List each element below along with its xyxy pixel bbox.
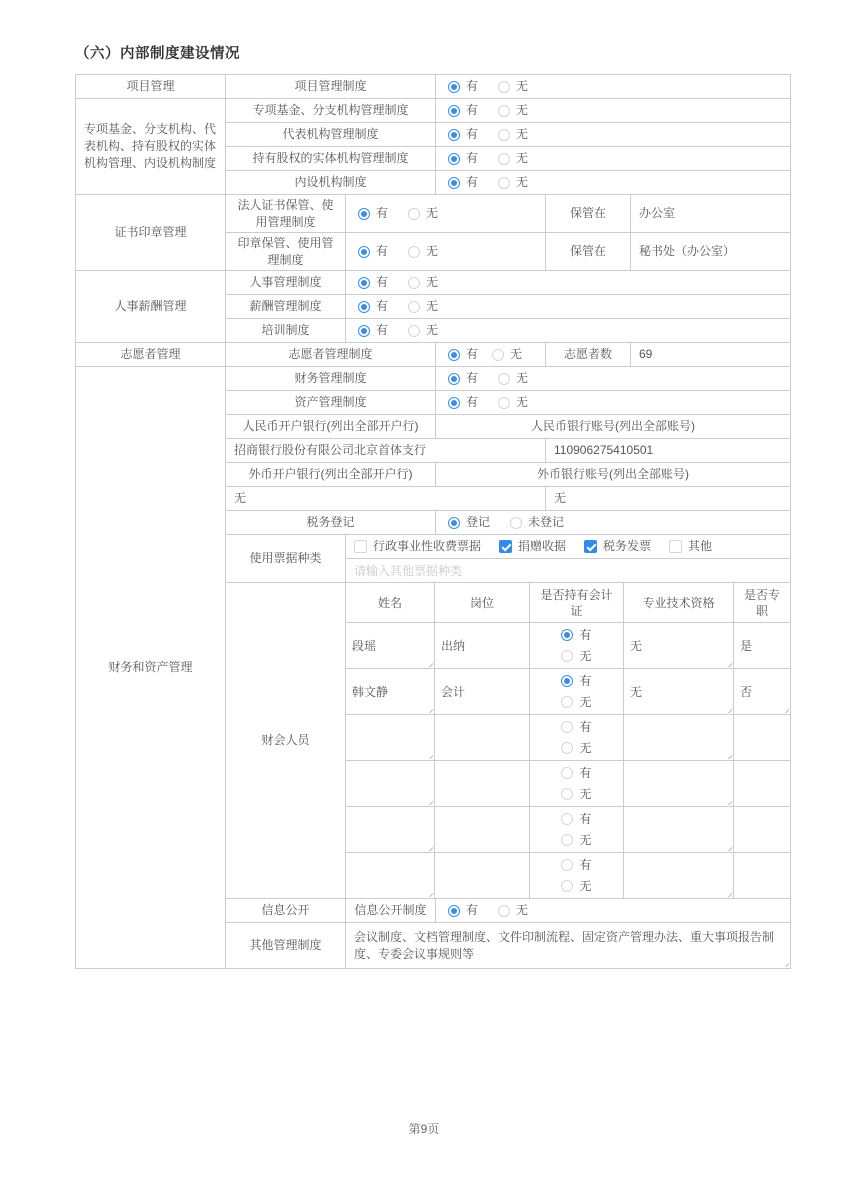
radio-dot-icon [408,208,420,220]
category-info-disclosure: 信息公开 [226,899,346,923]
radio-dot-icon [358,208,370,220]
value-fx-account[interactable]: 无 [546,487,791,511]
radio-no[interactable]: 无 [498,150,528,167]
radio-dot-icon [561,629,573,641]
radio-group-finance-system [436,367,791,391]
radio-yes[interactable]: 有 [561,673,591,689]
radio-yes[interactable]: 有 [358,243,388,260]
radio-no[interactable]: 无 [498,902,528,919]
radio-dot-icon [498,397,510,409]
radio-no[interactable]: 无 [492,346,522,363]
radio-yes[interactable]: 有 [448,370,478,387]
radio-no[interactable]: 无 [498,174,528,191]
header-rmb-bank: 人民币开户银行(列出全部开户行) [226,415,436,439]
checkbox-donation-receipt[interactable]: 捐赠收据 [499,538,566,555]
radio-group-hr-system [346,271,791,295]
radio-no[interactable]: 无 [498,394,528,411]
radio-dot-icon [561,650,573,662]
radio-dot-icon [561,767,573,779]
radio-dot-icon [408,325,420,337]
staff-position-input[interactable] [435,807,530,853]
staff-qualification-input[interactable]: 无 [624,669,734,715]
radio-dot-icon [358,246,370,258]
radio-yes[interactable]: 有 [448,150,478,167]
staff-qualification-input[interactable] [624,715,734,761]
resize-grip-icon[interactable] [426,890,433,897]
resize-grip-icon[interactable] [426,706,433,713]
radio-group-salary-system [346,295,791,319]
checkbox-admin-fee-receipt[interactable]: 行政事业性收费票据 [354,538,481,555]
radio-dot-icon [498,177,510,189]
radio-group-seal [346,233,546,271]
resize-grip-icon[interactable] [725,660,732,667]
radio-no[interactable]: 无 [498,370,528,387]
label-invoice-types: 使用票据种类 [226,535,346,583]
category-special-funds-branches: 专项基金、分支机构、代表机构、持有股权的实体机构管理、内设机构制度 [76,99,226,195]
radio-yes[interactable]: 有 [561,765,591,781]
radio-yes[interactable]: 有 [448,346,478,363]
radio-dot-icon [498,373,510,385]
value-cert-kept-at[interactable]: 办公室 [631,195,791,233]
radio-dot-icon [448,177,460,189]
staff-qualification-input[interactable]: 无 [624,623,734,669]
radio-dot-icon [561,696,573,708]
radio-dot-icon [561,859,573,871]
label-kept-at: 保管在 [546,233,631,271]
staff-cert-radio-group [530,715,624,761]
radio-no[interactable]: 无 [498,102,528,119]
radio-dot-icon [448,373,460,385]
radio-group-asset-system [436,391,791,415]
radio-yes[interactable]: 有 [448,902,478,919]
radio-no[interactable]: 无 [561,878,591,894]
radio-no[interactable]: 无 [408,274,438,291]
label-asset-system: 资产管理制度 [226,391,436,415]
label-tax-registration: 税务登记 [226,511,436,535]
staff-header-cert: 是否持有会计证 [530,583,624,623]
radio-dot-icon [498,105,510,117]
radio-group-legal-cert [346,195,546,233]
radio-yes[interactable]: 有 [358,322,388,339]
header-fx-bank: 外币开户银行(列出全部开户行) [226,463,436,487]
staff-qualification-input[interactable] [624,807,734,853]
staff-name-input[interactable] [346,761,435,807]
radio-yes[interactable]: 有 [561,811,591,827]
resize-grip-icon[interactable] [725,752,732,759]
radio-dot-icon [561,742,573,754]
section-title: （六）内部制度建设情况 [75,46,240,62]
staff-fulltime-input[interactable] [734,715,791,761]
radio-yes[interactable]: 有 [358,298,388,315]
radio-yes[interactable]: 有 [448,394,478,411]
radio-yes[interactable]: 有 [448,126,478,143]
radio-dot-icon [498,81,510,93]
resize-grip-icon[interactable] [782,960,789,967]
radio-dot-icon [561,788,573,800]
value-rmb-bank[interactable]: 招商银行股份有限公司北京首体支行 [226,439,546,463]
radio-dot-icon [510,517,522,529]
header-rmb-account: 人民币银行账号(列出全部账号) [436,415,791,439]
radio-group-special-fund-branch [436,99,791,123]
staff-fulltime-input[interactable] [734,761,791,807]
radio-group-internal-org [436,171,791,195]
category-volunteer-management: 志愿者管理 [76,343,226,367]
radio-dot-icon [448,105,460,117]
staff-position-input[interactable] [435,853,530,899]
label-info-disclosure-system: 信息公开制度 [346,899,436,923]
radio-group-tax-registration [436,511,791,535]
radio-group-equity-entity [436,147,791,171]
label-training-system: 培训制度 [226,319,346,343]
radio-group-project-system [436,75,791,99]
radio-dot-icon [448,397,460,409]
staff-header-name: 姓名 [346,583,435,623]
label-volunteer-count: 志愿者数 [546,343,631,367]
label-finance-system: 财务管理制度 [226,367,436,391]
radio-no[interactable]: 无 [408,298,438,315]
radio-dot-icon [408,246,420,258]
radio-no[interactable]: 无 [408,205,438,222]
radio-no[interactable]: 无 [408,243,438,260]
category-cert-seal-management: 证书印章管理 [76,195,226,271]
staff-fulltime-input[interactable] [734,807,791,853]
radio-dot-icon [448,81,460,93]
staff-cert-radio-group [530,669,624,715]
category-finance-assets: 财务和资产管理 [76,367,226,969]
radio-yes[interactable]: 有 [448,174,478,191]
resize-grip-icon[interactable] [725,798,732,805]
resize-grip-icon[interactable] [725,706,732,713]
radio-yes[interactable]: 有 [561,719,591,735]
radio-no[interactable]: 无 [561,740,591,756]
resize-grip-icon[interactable] [426,660,433,667]
value-volunteer-count[interactable]: 69 [631,343,791,367]
staff-qualification-input[interactable] [624,761,734,807]
staff-name-input[interactable]: 韩文静 [346,669,435,715]
label-salary-system: 薪酬管理制度 [226,295,346,319]
resize-grip-icon[interactable] [426,798,433,805]
radio-dot-icon [358,325,370,337]
radio-dot-icon [448,153,460,165]
radio-no[interactable]: 无 [561,786,591,802]
checkbox-tax-invoice[interactable]: 税务发票 [584,538,651,555]
label-accounting-staff: 财会人员 [226,583,346,899]
value-seal-kept-at[interactable]: 秘书处（办公室） [631,233,791,271]
label-internal-org-system: 内设机构制度 [226,171,436,195]
staff-position-input[interactable]: 会计 [435,669,530,715]
radio-dot-icon [358,301,370,313]
internal-systems-table [75,74,791,969]
radio-dot-icon [448,517,460,529]
value-other-systems[interactable]: 会议制度、文档管理制度、文件印制流程、固定资产管理办法、重大事项报告制度、专委会议事规则等 [346,923,791,969]
label-equity-entity-system: 持有股权的实体机构管理制度 [226,147,436,171]
radio-dot-icon [448,905,460,917]
radio-group-info-disclosure [436,899,791,923]
checkbox-icon [669,540,682,553]
staff-name-input[interactable] [346,715,435,761]
radio-no[interactable]: 无 [561,832,591,848]
resize-grip-icon[interactable] [725,844,732,851]
radio-yes[interactable]: 有 [358,205,388,222]
other-invoice-input-cell [346,559,791,583]
staff-header-qualification: 专业技术资格 [624,583,734,623]
radio-dot-icon [448,129,460,141]
staff-fulltime-input[interactable]: 否 [734,669,791,715]
radio-registered[interactable]: 登记 [448,514,490,531]
radio-yes[interactable]: 有 [561,857,591,873]
resize-grip-icon[interactable] [426,844,433,851]
radio-dot-icon [561,721,573,733]
staff-fulltime-input[interactable]: 是 [734,623,791,669]
radio-not-registered[interactable]: 未登记 [510,514,564,531]
radio-no[interactable]: 无 [561,648,591,664]
radio-dot-icon [448,349,460,361]
radio-dot-icon [498,905,510,917]
radio-dot-icon [561,880,573,892]
radio-group-volunteer-system [436,343,546,367]
category-hr-salary: 人事薪酬管理 [76,271,226,343]
staff-position-input[interactable] [435,715,530,761]
label-other-systems: 其他管理制度 [226,923,346,969]
staff-cert-radio-group [530,853,624,899]
staff-name-input[interactable] [346,853,435,899]
label-special-fund-branch-system: 专项基金、分支机构管理制度 [226,99,436,123]
label-volunteer-system: 志愿者管理制度 [226,343,436,367]
other-invoice-input[interactable] [346,559,790,582]
radio-no[interactable]: 无 [408,322,438,339]
staff-position-input[interactable]: 出纳 [435,623,530,669]
checkbox-other-invoice[interactable]: 其他 [669,538,712,555]
label-representative-office-system: 代表机构管理制度 [226,123,436,147]
value-rmb-account[interactable]: 110906275410501 [546,439,791,463]
label-seal-system: 印章保管、使用管理制度 [226,233,346,271]
radio-dot-icon [561,675,573,687]
radio-dot-icon [492,349,504,361]
resize-grip-icon[interactable] [725,890,732,897]
resize-grip-icon[interactable] [426,752,433,759]
radio-yes[interactable]: 有 [448,78,478,95]
staff-qualification-input[interactable] [624,853,734,899]
radio-dot-icon [408,301,420,313]
radio-dot-icon [358,277,370,289]
label-legal-cert-system: 法人证书保管、使用管理制度 [226,195,346,233]
staff-header-fulltime: 是否专职 [734,583,791,623]
radio-group-training-system [346,319,791,343]
radio-no[interactable]: 无 [561,694,591,710]
checkbox-group-invoice-types [346,535,791,559]
radio-yes[interactable]: 有 [561,627,591,643]
page-number: 第9页 [408,1122,440,1136]
radio-yes[interactable]: 有 [448,102,478,119]
radio-dot-icon [561,834,573,846]
staff-cert-radio-group [530,761,624,807]
radio-dot-icon [408,277,420,289]
radio-no[interactable]: 无 [498,78,528,95]
checkbox-check-icon [499,540,512,553]
label-hr-system: 人事管理制度 [226,271,346,295]
checkbox-check-icon [584,540,597,553]
staff-cert-radio-group [530,807,624,853]
checkbox-icon [354,540,367,553]
accounting-staff-table [346,583,791,899]
staff-name-input[interactable] [346,807,435,853]
category-project-management: 项目管理 [76,75,226,99]
value-fx-bank[interactable]: 无 [226,487,546,511]
staff-cert-radio-group [530,623,624,669]
radio-dot-icon [498,129,510,141]
staff-fulltime-input[interactable] [734,853,791,899]
label-kept-at: 保管在 [546,195,631,233]
radio-dot-icon [561,813,573,825]
staff-header-position: 岗位 [435,583,530,623]
label-project-system: 项目管理制度 [226,75,436,99]
radio-yes[interactable]: 有 [358,274,388,291]
staff-position-input[interactable] [435,761,530,807]
radio-no[interactable]: 无 [498,126,528,143]
staff-name-input[interactable]: 段瑶 [346,623,435,669]
radio-group-representative-office [436,123,791,147]
header-fx-account: 外币银行账号(列出全部账号) [436,463,791,487]
radio-dot-icon [498,153,510,165]
resize-grip-icon[interactable] [782,706,789,713]
